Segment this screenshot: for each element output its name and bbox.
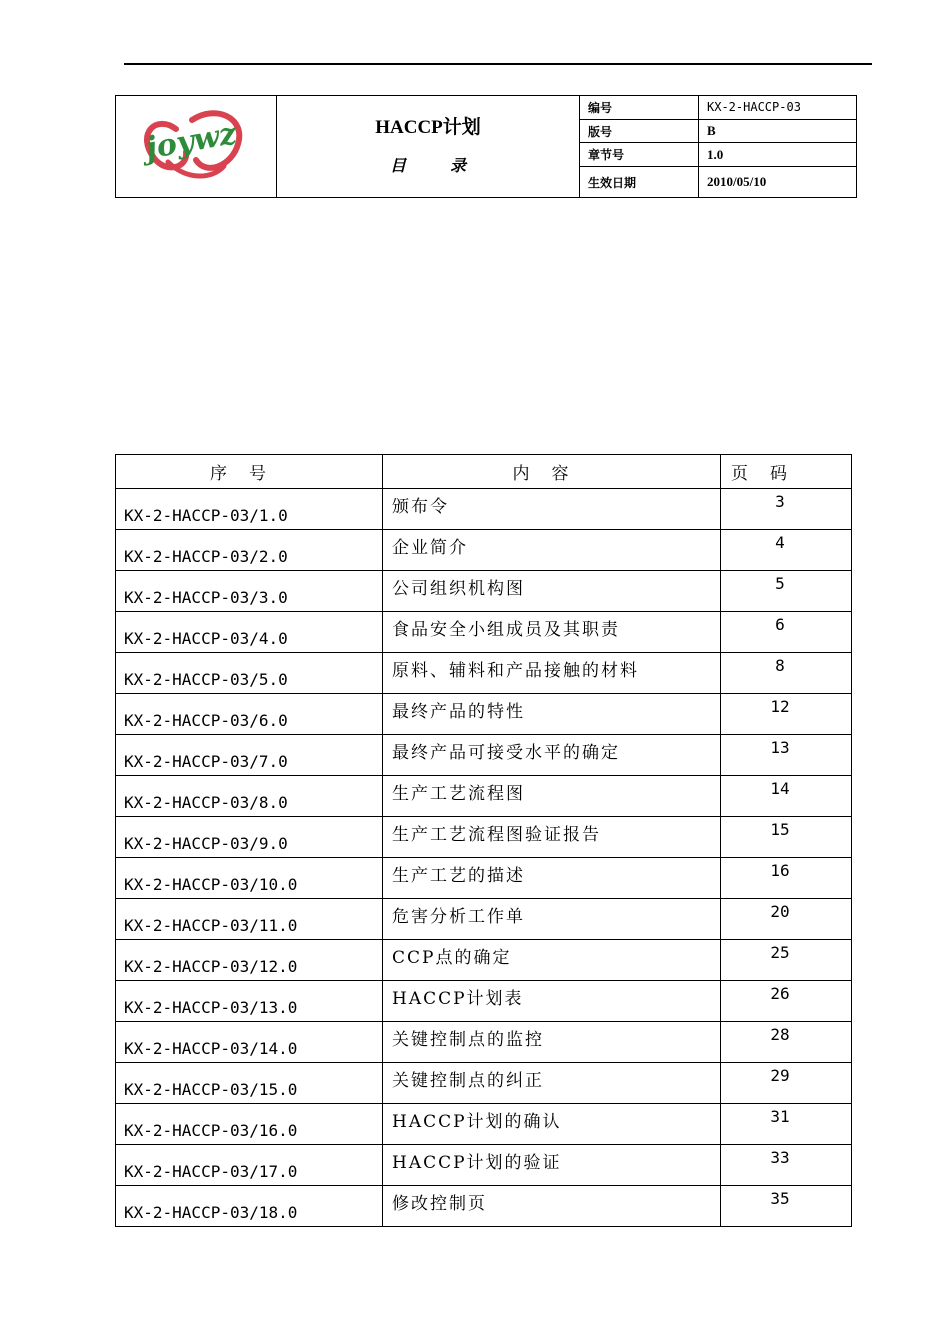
toc-page-cell bbox=[721, 530, 852, 571]
toc-page-number: 15 bbox=[770, 820, 790, 839]
document-header bbox=[115, 95, 857, 198]
toc-section-title: 危害分析工作单 bbox=[383, 899, 721, 940]
toc-header-seq: 序号 bbox=[116, 455, 383, 489]
toc-page-cell bbox=[721, 612, 852, 653]
toc-section-title: 最终产品的特性 bbox=[383, 694, 721, 735]
toc-page-number: 14 bbox=[770, 779, 790, 798]
toc-page-number: 12 bbox=[770, 697, 790, 716]
document-subtitle: 目录 bbox=[389, 156, 510, 175]
toc-page-number: 5 bbox=[775, 574, 785, 593]
company-logo bbox=[116, 96, 274, 193]
toc-page-cell bbox=[721, 1022, 852, 1063]
top-rule bbox=[124, 63, 872, 65]
table-row bbox=[116, 817, 852, 858]
toc-page-number: 6 bbox=[775, 615, 785, 634]
toc-section-code: KX-2-HACCP-03/15.0 bbox=[116, 1063, 383, 1104]
toc-page-number: 26 bbox=[770, 984, 790, 1003]
field-value-code: KX-2-HACCP-03 bbox=[699, 96, 857, 120]
toc-section-code: KX-2-HACCP-03/6.0 bbox=[116, 694, 383, 735]
toc-section-code: KX-2-HACCP-03/2.0 bbox=[116, 530, 383, 571]
table-row bbox=[116, 940, 852, 981]
table-row bbox=[116, 489, 852, 530]
toc-section-code: KX-2-HACCP-03/7.0 bbox=[116, 735, 383, 776]
toc-body bbox=[116, 489, 852, 1227]
toc-section-code: KX-2-HACCP-03/17.0 bbox=[116, 1145, 383, 1186]
toc-page-cell bbox=[721, 1063, 852, 1104]
table-row bbox=[116, 612, 852, 653]
toc-section-code: KX-2-HACCP-03/8.0 bbox=[116, 776, 383, 817]
toc-section-code: KX-2-HACCP-03/11.0 bbox=[116, 899, 383, 940]
table-row bbox=[116, 735, 852, 776]
toc-page-cell bbox=[721, 653, 852, 694]
toc-page-number: 31 bbox=[770, 1107, 790, 1126]
toc-section-code: KX-2-HACCP-03/12.0 bbox=[116, 940, 383, 981]
toc-page-number: 20 bbox=[770, 902, 790, 921]
field-label-section: 章节号 bbox=[580, 143, 699, 167]
table-row bbox=[116, 571, 852, 612]
toc-page-cell bbox=[721, 1104, 852, 1145]
toc-page-number: 4 bbox=[775, 533, 785, 552]
toc-section-code: KX-2-HACCP-03/1.0 bbox=[116, 489, 383, 530]
toc-section-title: 生产工艺流程图 bbox=[383, 776, 721, 817]
toc-page-number: 3 bbox=[775, 492, 785, 511]
toc-page-number: 33 bbox=[770, 1148, 790, 1167]
field-value-section: 1.0 bbox=[699, 143, 857, 167]
table-row bbox=[116, 1022, 852, 1063]
toc-page-cell bbox=[721, 489, 852, 530]
toc-page-cell bbox=[721, 776, 852, 817]
logo-text: joywz bbox=[143, 116, 239, 167]
toc-page-number: 16 bbox=[770, 861, 790, 880]
toc-section-code: KX-2-HACCP-03/13.0 bbox=[116, 981, 383, 1022]
field-label-code: 编号 bbox=[580, 96, 699, 120]
field-value-version: B bbox=[699, 119, 857, 143]
document-title: HACCP计划 bbox=[375, 117, 481, 138]
field-label-effective-date: 生效日期 bbox=[580, 167, 699, 198]
table-row bbox=[116, 776, 852, 817]
toc-section-title: HACCP计划表 bbox=[383, 981, 721, 1022]
toc-page-cell bbox=[721, 817, 852, 858]
toc-page-cell bbox=[721, 571, 852, 612]
toc-page-cell bbox=[721, 981, 852, 1022]
toc-section-title: HACCP计划的验证 bbox=[383, 1145, 721, 1186]
toc-table bbox=[115, 454, 852, 1227]
toc-page-cell bbox=[721, 858, 852, 899]
toc-section-title: 食品安全小组成员及其职责 bbox=[383, 612, 721, 653]
toc-page-number: 28 bbox=[770, 1025, 790, 1044]
toc-page-number: 35 bbox=[770, 1189, 790, 1208]
toc-section-title: 颁布令 bbox=[383, 489, 721, 530]
toc-page-cell bbox=[721, 899, 852, 940]
table-row bbox=[116, 1145, 852, 1186]
toc-section-title: 最终产品可接受水平的确定 bbox=[383, 735, 721, 776]
toc-section-title: 生产工艺的描述 bbox=[383, 858, 721, 899]
toc-section-title: 修改控制页 bbox=[383, 1186, 721, 1227]
toc-page-cell bbox=[721, 694, 852, 735]
toc-section-code: KX-2-HACCP-03/16.0 bbox=[116, 1104, 383, 1145]
toc-section-title: CCP点的确定 bbox=[383, 940, 721, 981]
toc-section-title: 关键控制点的纠正 bbox=[383, 1063, 721, 1104]
toc-section-code: KX-2-HACCP-03/5.0 bbox=[116, 653, 383, 694]
toc-section-code: KX-2-HACCP-03/9.0 bbox=[116, 817, 383, 858]
toc-page-cell bbox=[721, 1186, 852, 1227]
toc-section-code: KX-2-HACCP-03/4.0 bbox=[116, 612, 383, 653]
toc-section-title: HACCP计划的确认 bbox=[383, 1104, 721, 1145]
toc-header-page: 页码 bbox=[721, 455, 852, 489]
toc-page-number: 8 bbox=[775, 656, 785, 675]
toc-page-cell bbox=[721, 940, 852, 981]
toc-section-title: 关键控制点的监控 bbox=[383, 1022, 721, 1063]
toc-page-number: 29 bbox=[770, 1066, 790, 1085]
toc-section-code: KX-2-HACCP-03/3.0 bbox=[116, 571, 383, 612]
toc-section-title: 公司组织机构图 bbox=[383, 571, 721, 612]
toc-page-number: 13 bbox=[770, 738, 790, 757]
toc-section-code: KX-2-HACCP-03/18.0 bbox=[116, 1186, 383, 1227]
toc-section-title: 生产工艺流程图验证报告 bbox=[383, 817, 721, 858]
field-label-version: 版号 bbox=[580, 119, 699, 143]
toc-section-code: KX-2-HACCP-03/10.0 bbox=[116, 858, 383, 899]
table-row bbox=[116, 858, 852, 899]
toc-page-cell bbox=[721, 735, 852, 776]
toc-section-title: 原料、辅料和产品接触的材料 bbox=[383, 653, 721, 694]
table-row bbox=[116, 899, 852, 940]
toc-header-row bbox=[116, 455, 852, 489]
table-row bbox=[116, 1186, 852, 1227]
field-value-effective-date: 2010/05/10 bbox=[699, 167, 857, 198]
toc-section-code: KX-2-HACCP-03/14.0 bbox=[116, 1022, 383, 1063]
table-row bbox=[116, 981, 852, 1022]
title-cell bbox=[277, 96, 580, 198]
toc-header-content: 内容 bbox=[383, 455, 721, 489]
table-row bbox=[116, 1104, 852, 1145]
toc-section-title: 企业简介 bbox=[383, 530, 721, 571]
table-row bbox=[116, 694, 852, 735]
table-row bbox=[116, 530, 852, 571]
table-row bbox=[116, 1063, 852, 1104]
toc-page-number: 25 bbox=[770, 943, 790, 962]
toc-page-cell bbox=[721, 1145, 852, 1186]
company-logo-cell bbox=[116, 96, 277, 198]
table-row bbox=[116, 653, 852, 694]
